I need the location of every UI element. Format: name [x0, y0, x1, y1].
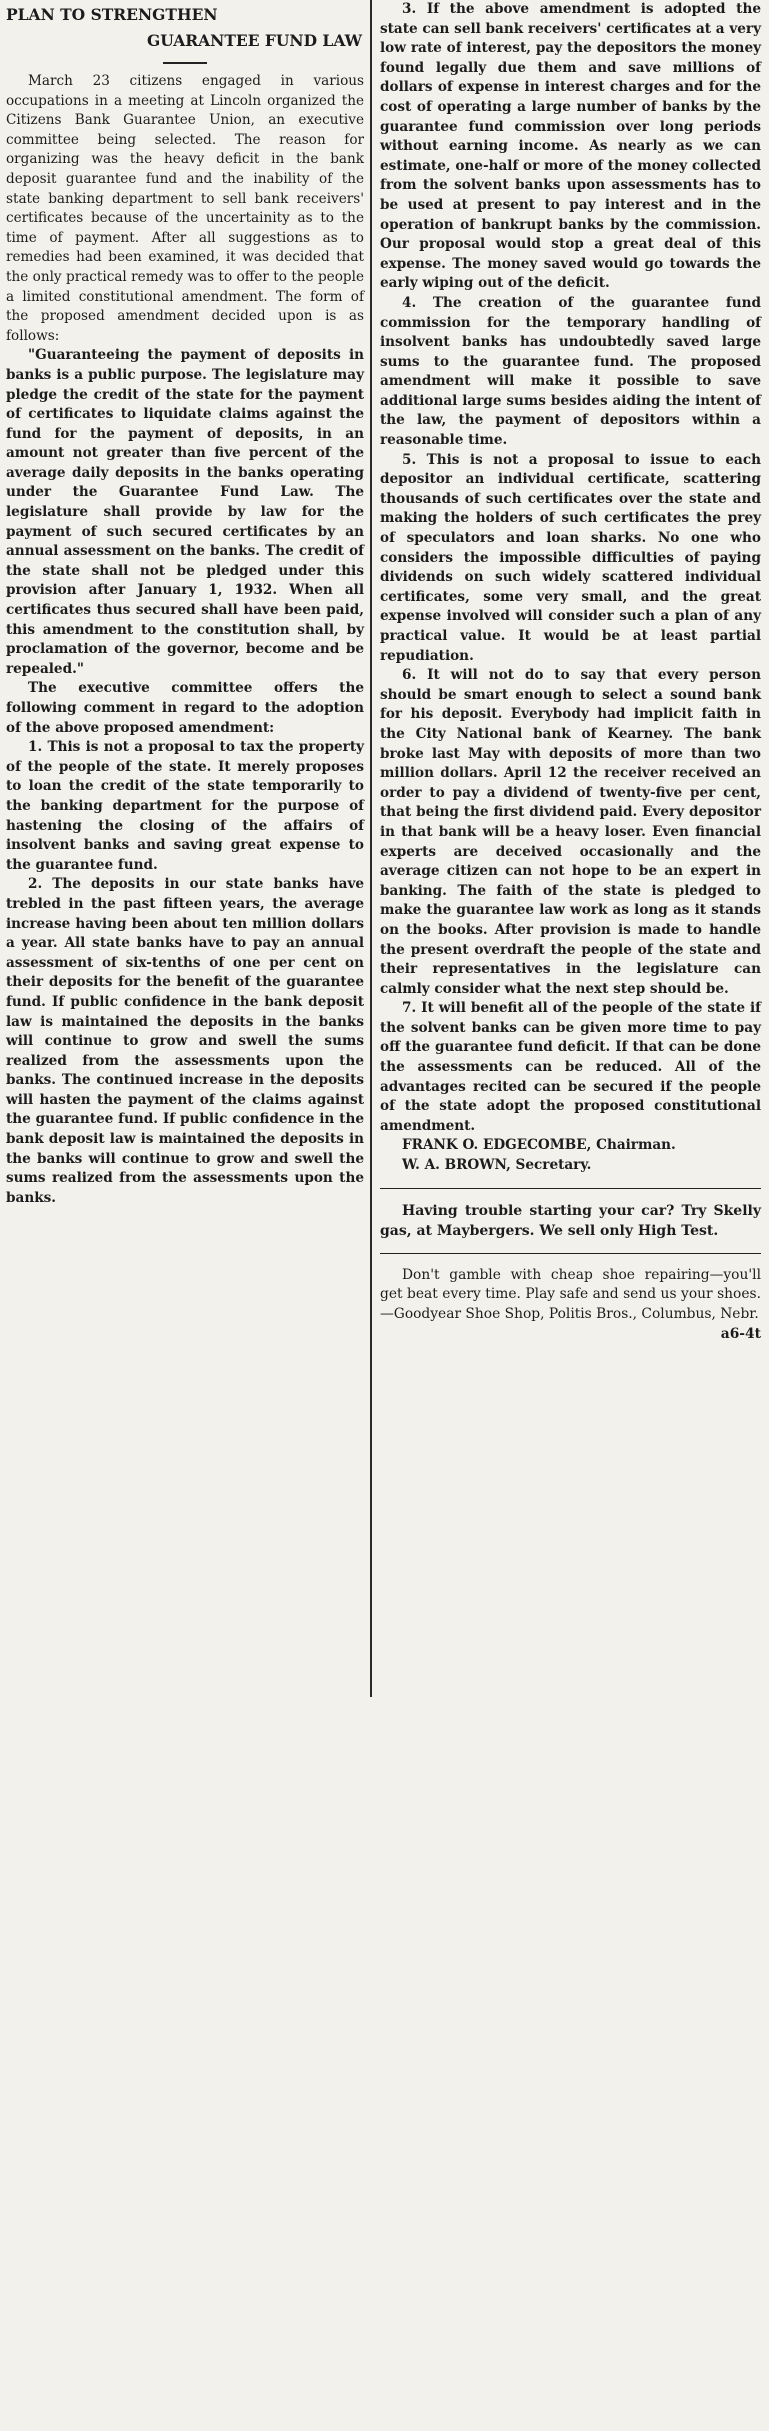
ad-code: a6-4t: [720, 1326, 761, 1343]
headline-rule: [163, 62, 207, 64]
signature-secretary: W. A. BROWN, Secretary.: [402, 1157, 592, 1174]
paragraph-amendment-text: "Guaranteeing the payment of deposits in banks is a public purpose. The legislature may pledge the credit of the state for the payment of certificates to liquidate claims against the fund for the payment of deposits, in an amount not greater than five percent of the average daily deposits in the banks operating under the Guarantee Fund Law. The legislature shall provide by law for the payment of such secured certificates by an annual assessment on the banks. The credit of the state shall not be pledged under this provision after January 1, 1932. When all certificates thus secured shall have been paid, this amendment to the constitution shall, by proclamation of the governor, become and be repealed.": [6, 347, 364, 677]
paragraph-point-1: 1. This is not a proposal to tax the property of the people of the state. It merely proposes to loan the credit of the state temporarily to the banking department for the purpose of hastening the closing of the affairs of insolvent banks and saving great expense to the guarantee fund.: [6, 739, 364, 873]
signature-chairman: FRANK O. EDGECOMBE, Chairman.: [402, 1137, 676, 1154]
ad-separator-1: [380, 1188, 761, 1189]
ad-shoe-shop: [380, 1266, 761, 1343]
ad-skelly-gas: Having trouble starting your car? Try Skelly gas, at Maybergers. We sell only High Test.: [380, 1202, 761, 1239]
paragraph-point-3: 3. If the above amendment is adopted the state can sell bank receivers' certificates at a very low rate of interest, pay the depositors the money found legally due them and save millions of dollars of expense in interest charges and for the cost of operating a large number of banks by the guarantee fund commission over long periods without earning income. As nearly as we can estimate, one-half or more of the money collected from the solvent banks upon assessments has to be used at present to pay interest and in the operation of bankrupt banks by the commission. Our proposal would stop a great deal of this expense. The money saved would go towards the early wiping out of the deficit.: [380, 1, 761, 292]
paragraph-point-7: 7. It will benefit all of the people of the state if the solvent banks can be given more time to pay off the guarantee fund deficit. If that can be done the assessments can be reduced. All of the advantages recited can be secured if the people of the state adopt the proposed constitutional amendment.: [380, 1000, 761, 1134]
ad-shoe-shop-text: Don't gamble with cheap shoe repairing—you'll get beat every time. Play safe and send us your shoes.—Goodyear Shoe Shop, Politis Bros., Columbus, Nebr.: [380, 1266, 761, 1323]
headline-line-1: PLAN TO STRENGTHEN: [6, 5, 218, 24]
left-column: [0, 0, 372, 1697]
ad-separator-2: [380, 1253, 761, 1254]
paragraph-intro: March 23 citizens engaged in various occupations in a meeting at Lincoln organized the Citizens Bank Guarantee Union, an executive committee being selected. The reason for organizing was the heavy deficit in the bank deposit guarantee fund and the inability of the state banking department to sell bank receivers' certificates because of the uncertainity as to the time of payment. After all suggestions as to remedies had been examined, it was decided that the only practical remedy was to offer to the people a limited constitutional amendment. The form of the proposed amendment decided upon is as follows:: [6, 73, 364, 344]
paragraph-point-2: 2. The deposits in our state banks have trebled in the past fifteen years, the average increase having been about ten million dollars a year. All state banks have to pay an annual assessment of six-tenths of one per cent on their deposits for the benefit of the guarantee fund. If public confidence in the bank deposit law is maintained the deposits in the banks will continue to grow and swell the sums realized from the assessments upon the banks. The continued increase in the deposits will hasten the payment of the claims against the guarantee fund. If public confidence in the bank deposit law is maintained the deposits in the banks will continue to grow and swell the sums realized from the assessments upon the banks.: [6, 876, 364, 1206]
paragraph-point-4: 4. The creation of the guarantee fund commission for the temporary handling of insolvent banks has undoubtedly saved large sums to the guarantee fund. The proposed amendment will make it possible to save additional large sums besides aiding the intent of the law, the payment of depositors within a reasonable time.: [380, 294, 761, 449]
paragraph-point-6: 6. It will not do to say that every person should be smart enough to select a sound bank for his deposit. Everybody had implicit faith in the City National bank of Kearney. The bank broke last May with deposits of more than two million dollars. April 12 the receiver received an order to pay a dividend of twenty-five per cent, that being the first dividend paid. Every depositor in that bank will be a heavy loser. Even financial experts are deceived occasionally and the average citizen can not hope to be an expert in banking. The faith of the state is pledged to make the guarantee law work as long as it stands on the books. After provision is made to handle the present overdraft the people of the state and their representatives in the legislature can calmly consider what the next step should be.: [380, 667, 761, 997]
paragraph-committee-comment: The executive committee offers the following comment in regard to the adoption of the above proposed amendment:: [6, 680, 364, 736]
paragraph-point-5: 5. This is not a proposal to issue to each depositor an individual certificate, scattering thousands of such certificates over the state and making the holders of such certificates the prey of speculators and loan sharks. No one who considers the impossible difficulties of paying dividends on such widely scattered individual certificates, some very small, and the great expense involved will consider such a plan of any practical value. It would be at least partial repudiation.: [380, 451, 761, 664]
right-column: [374, 0, 769, 2431]
headline-line-2: GUARANTEE FUND LAW: [146, 31, 362, 50]
